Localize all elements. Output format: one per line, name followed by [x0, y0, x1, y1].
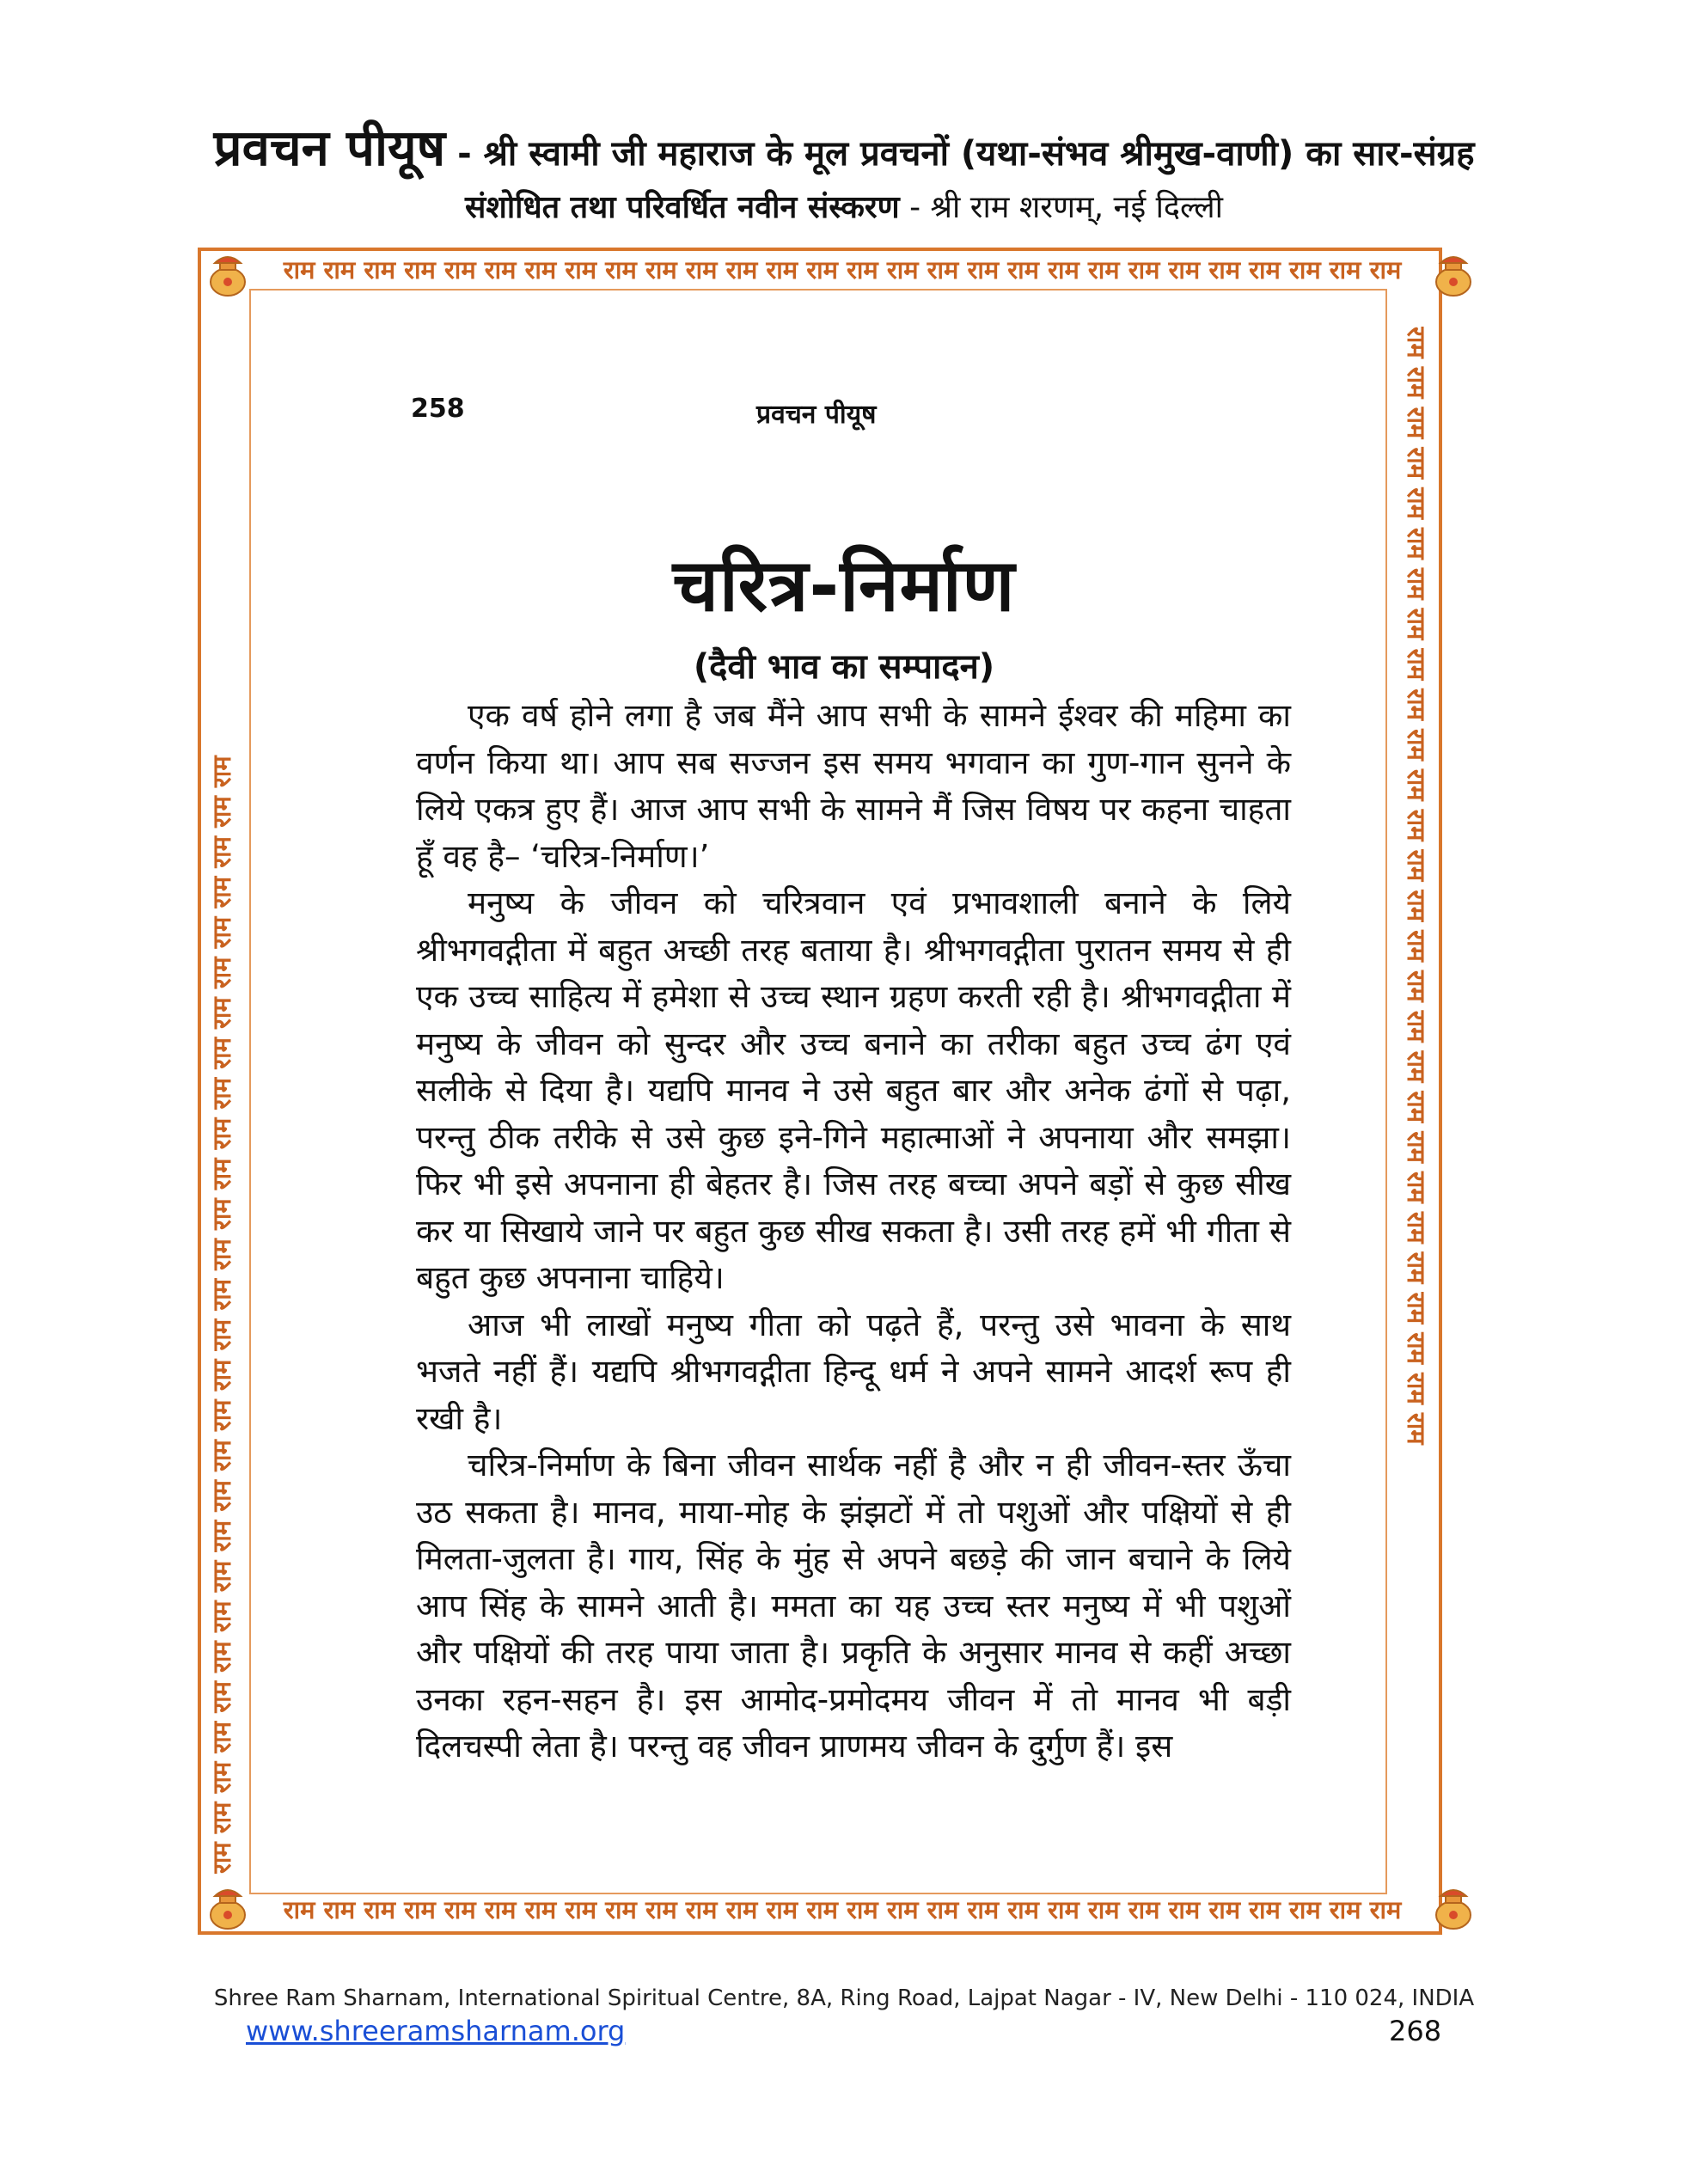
paragraph: चरित्र-निर्माण के बिना जीवन सार्थक नहीं है और न ही जीवन-स्तर ऊँचा उठ सकता है। मानव, माया-मोह के झंझटों में तो पशुओं और पक्षियों से ही मिलता-जुलता है। गाय, सिंह के मुंह से अपने बछड़े की जान बचाने के लिये आप सिंह के सामने आती है। ममता का यह उच्च स्तर मनुष्य में भी पशुओं और पक्षियों की तरह पाया जाता है। प्रकृति के अनुसार मानव से कहीं अच्छा उनका रहन-सहन है। इस आमोद-प्रमोदमय जीवन में तो मानव भी बड़ी दिलचस्पी लेता है। परन्तु वह जीवन प्राणमय जीवन के दुर्गुण हैं। इस [416, 1447, 1291, 1765]
paragraph: एक वर्ष होने लगा है जब मैंने आप सभी के सामने ईश्वर की महिमा का वर्णन किया था। आप सब सज्जन इस समय भगवान का गुण-गान सुनने के लिये एकत्र हुए हैं। आज आप सभी के सामने मैं जिस विषय पर कहना चाहता हूँ वह है– ‘चरित्र-निर्माण।’ [416, 697, 1291, 875]
border-text-bottom: राम राम राम राम राम राम राम राम राम राम राम राम राम राम राम राम राम राम राम राम राम राम राम राम राम राम राम राम [283, 1895, 1402, 1924]
header-subtitle: श्री स्वामी जी महाराज के मूल प्रवचनों (यथा-संभव श्रीमुख-वाणी) का सार-संग्रह [483, 134, 1475, 174]
kalash-icon [1428, 1882, 1478, 1932]
footer-address: Shree Ram Sharnam, International Spiritual Centre, 8A, Ring Road, Lajpat Nagar - IV, New Delhi - 110 024, INDIA [213, 1985, 1475, 2011]
border-text-right: राम राम राम राम राम राम राम राम राम राम राम राम राम राम राम राम राम राम राम राम राम राम राम राम राम राम राम राम [1402, 327, 1431, 1445]
edition-rest: - श्री राम शरणम्, नई दिल्ली [899, 190, 1223, 225]
body-text [416, 693, 1291, 1771]
chapter-subtitle: (दैवी भाव का सम्पादन) [693, 647, 995, 687]
website-link[interactable]: www.shreeramsharnam.org [246, 2015, 626, 2047]
header-title: प्रवचन पीयूष [213, 119, 446, 177]
document-header-edition [0, 185, 1688, 227]
edition-bold: संशोधित तथा परिवर्धित नवीन संस्करण [465, 190, 900, 225]
chapter-title: चरित्र-निर्माण [672, 543, 1016, 627]
footer-page-number: 268 [1389, 2015, 1442, 2047]
kalash-icon [1428, 249, 1478, 299]
paragraph: आज भी लाखों मनुष्य गीता को पढ़ते हैं, परन्तु उसे भावना के साथ भजते नहीं हैं। यद्यपि श्रीभगवद्गीता हिन्दू धर्म ने अपने सामने आदर्श रूप ही रखी है। [416, 1306, 1291, 1437]
paragraph: मनुष्य के जीवन को चरित्रवान एवं प्रभावशाली बनाने के लिये श्रीभगवद्गीता में बहुत अच्छी तरह बताया है। श्रीभगवद्गीता पुरातन समय से ही एक उच्च साहित्य में हमेशा से उच्च स्थान ग्रहण करती रही है। श्रीभगवद्गीता में मनुष्य के जीवन को सुन्दर और उच्च बनाने का तरीका बहुत उच्च ढंग एवं सलीके से दिया है। यद्यपि मानव ने उसे बहुत बार और अनेक ढंगों से पढ़ा, परन्तु ठीक तरीके से उसे कुछ इने-गिने महात्माओं ने अपनाया और समझा। फिर भी इसे अपनाना ही बेहतर है। जिस तरह बच्चा अपने बड़ों से कुछ सीख कर या सिखाये जाने पर बहुत कुछ सीख सकता है। उसी तरह हमें भी गीता से बहुत कुछ अपनाना चाहिये। [416, 884, 1291, 1296]
running-head: प्रवचन पीयूष [756, 400, 877, 430]
border-text-left: राम राम राम राम राम राम राम राम राम राम राम राम राम राम राम राम राम राम राम राम राम राम राम राम राम राम राम राम [207, 756, 236, 1874]
document-header-title [0, 112, 1688, 180]
header-separator: - [445, 134, 484, 174]
kalash-icon [203, 249, 253, 299]
border-text-top: राम राम राम राम राम राम राम राम राम राम राम राम राम राम राम राम राम राम राम राम राम राम राम राम राम राम राम राम [283, 255, 1402, 284]
inner-page-number: 258 [411, 394, 465, 424]
kalash-icon [203, 1882, 253, 1932]
